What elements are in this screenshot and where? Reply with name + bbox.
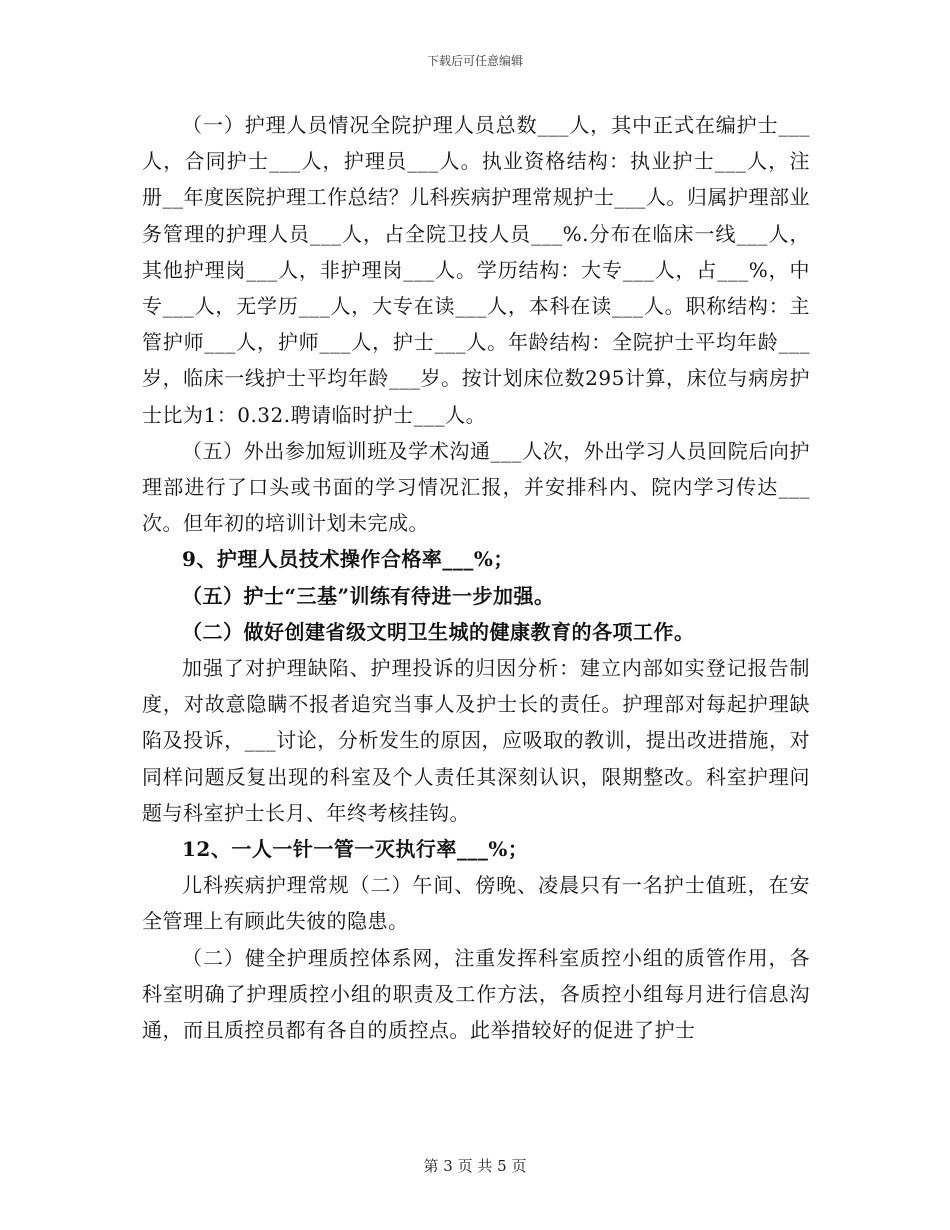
paragraph-night-shift: 儿科疾病护理常规（二）午间、傍晚、凌晨只有一名护士值班，在安全管理上有顾此失彼的隐患。: [142, 873, 810, 934]
heading-needle-rate: 12、一人一针一管一灭执行率___%；: [182, 837, 529, 862]
paragraph-staffing: （一）护理人员情况全院护理人员总数___人，其中正式在编护士___人，合同护士___人，护理员___人。执业资格结构：执业护士___人，注册__年度医院护理工作总结？儿科疾病护理常规护士___人。归属护理部业务管理的护理人员___人，占全院卫技人员___%.分布在临床一线___人，其他护理岗___人，非护理岗___人。学历结构：大专___人，占___%，中专___人，无学历___人，大专在读___人，本科在读___人。职称结构：主管护师___人，护师___人，护士___人。年龄结构：全院护士平均年龄___岁，临床一线护士平均年龄___岁。按计划床位数295计算，床位与病房护士比为1：0.32.聘请临时护士___人。: [142, 113, 810, 427]
page-footer: 第 3 页 共 5 页: [423, 1157, 527, 1175]
page-header: 下载后可任意编辑: [426, 54, 523, 68]
heading-skill-pass-rate: 9、护理人员技术操作合格率___%；: [182, 547, 514, 572]
heading-health-education: （二）做好创建省级文明卫生城的健康教育的各项工作。: [182, 619, 695, 644]
heading-three-basics: （五）护士“三基”训练有待进一步加强。: [182, 583, 555, 608]
paragraph-defect-analysis: 加强了对护理缺陷、护理投诉的归因分析：建立内部如实登记报告制度，对故意隐瞒不报者追究当事人及护士长的责任。护理部对每起护理缺陷及投诉，___讨论，分析发生的原因，应吸取的教训，提出改进措施，对同样问题反复出现的科室及个人责任其深刻认识，限期整改。科室护理问题与科室护士长月、年终考核挂钩。: [142, 656, 810, 825]
document-body: [142, 107, 810, 1048]
paragraph-quality-control: （二）健全护理质控体系网，注重发挥科室质控小组的质管作用，各科室明确了护理质控小组的职责及工作方法，各质控小组每月进行信息沟通，而且质控员都有各自的质控点。此举措较好的促进了护士: [142, 945, 810, 1043]
paragraph-training: （五）外出参加短训班及学术沟通___人次，外出学习人员回院后向护理部进行了口头或书面的学习情况汇报，并安排科内、院内学习传达___次。但年初的培训计划未完成。: [142, 438, 810, 536]
